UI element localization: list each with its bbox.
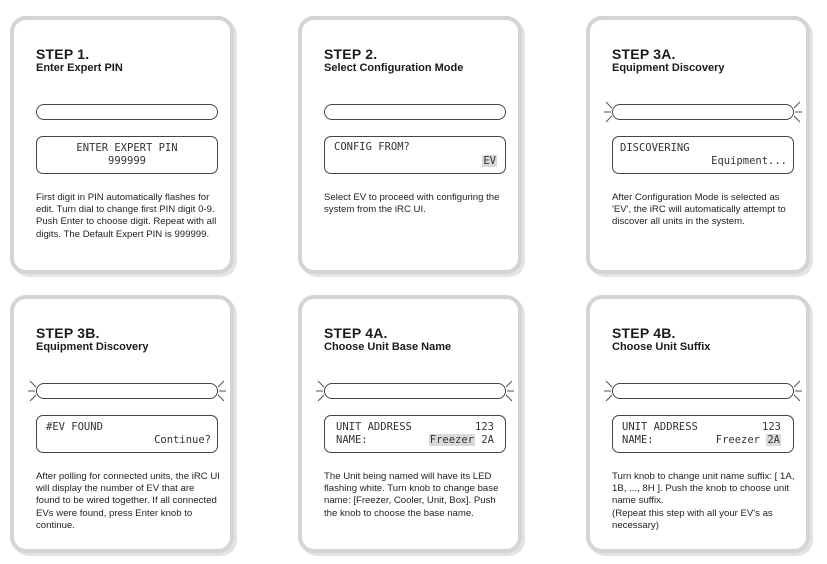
step-title: STEP 3A. [612, 46, 676, 62]
step-card-4b [586, 295, 810, 553]
step-card-4a [298, 295, 522, 553]
lcd-base-name: Freezer [715, 434, 761, 446]
status-led-bar [324, 104, 506, 120]
status-led-bar [324, 383, 506, 399]
step-description: Turn knob to change unit name suffix: [ 1A, 1B, ..., 8H ]. Push the knob to choose unit name suffix. (Repeat this step with all your EV's as necessary) [612, 471, 795, 531]
step-description: The Unit being named will have its LED flashing white. Turn knob to change base name: [Freezer, Cooler, Unit, Box]. Push the knob to choose the base name. [324, 471, 499, 519]
step-subtitle: Enter Expert PIN [36, 62, 123, 74]
lcd-line-2: Continue? [154, 434, 211, 446]
step-subtitle: Choose Unit Suffix [612, 341, 711, 353]
lcd-line-1: #EV FOUND [46, 421, 103, 433]
lcd-address-value: 123 [475, 421, 494, 433]
step-title: STEP 1. [36, 46, 90, 62]
lcd-address-label: UNIT ADDRESS [622, 421, 698, 433]
status-led-bar [36, 383, 218, 399]
lcd-display [612, 415, 794, 453]
lcd-line-2: 999999 [108, 155, 146, 167]
step-subtitle: Equipment Discovery [612, 62, 725, 74]
lcd-name-suffix-selected: 2A [767, 434, 780, 446]
step-subtitle: Choose Unit Base Name [324, 341, 452, 353]
lcd-line-1: CONFIG FROM? [334, 141, 410, 153]
step-title: STEP 4B. [612, 325, 676, 341]
lcd-line-1: DISCOVERING [620, 142, 690, 154]
step-title: STEP 4A. [324, 325, 388, 341]
lcd-line-2: Equipment... [711, 155, 787, 167]
step-subtitle: Select Configuration Mode [324, 62, 464, 74]
status-led-bar [36, 104, 218, 120]
lcd-display [324, 136, 506, 174]
lcd-display [36, 136, 218, 174]
lcd-name-suffix: 2A [481, 434, 494, 446]
lcd-display [36, 415, 218, 453]
lcd-base-name-selected: Freezer [429, 434, 475, 446]
lcd-selected-option: EV [483, 155, 496, 167]
lcd-name-label: NAME: [336, 434, 368, 446]
step-title: STEP 3B. [36, 325, 100, 341]
step-title: STEP 2. [324, 46, 378, 62]
step-card-3b [10, 295, 234, 553]
lcd-address-label: UNIT ADDRESS [336, 421, 412, 433]
step-card-3a [586, 16, 810, 274]
status-led-bar [612, 383, 794, 399]
step-description: First digit in PIN automatically flashes for edit. Turn dial to change first PIN digit 0-9. Push Enter to choose digit. Repeat with all digits. The Default Expert PIN is 999999. [36, 192, 217, 240]
step-description: After polling for connected units, the iRC UI will display the number of EV that are found to be wired together. If all connected EVs were found, press Enter knob to continue. [36, 471, 220, 531]
step-card-1 [10, 16, 234, 274]
step-description: Select EV to proceed with configuring the system from the iRC UI. [324, 192, 500, 216]
status-led-bar [612, 104, 794, 120]
step-subtitle: Equipment Discovery [36, 341, 149, 353]
lcd-name-label: NAME: [622, 434, 654, 446]
lcd-address-value: 123 [762, 421, 781, 433]
lcd-display [612, 136, 794, 174]
lcd-line-1: ENTER EXPERT PIN [76, 142, 178, 154]
step-description: After Configuration Mode is selected as 'EV', the iRC will automatically attempt to discover all units in the system. [612, 192, 786, 228]
step-card-2 [298, 16, 522, 274]
lcd-display [324, 415, 506, 453]
